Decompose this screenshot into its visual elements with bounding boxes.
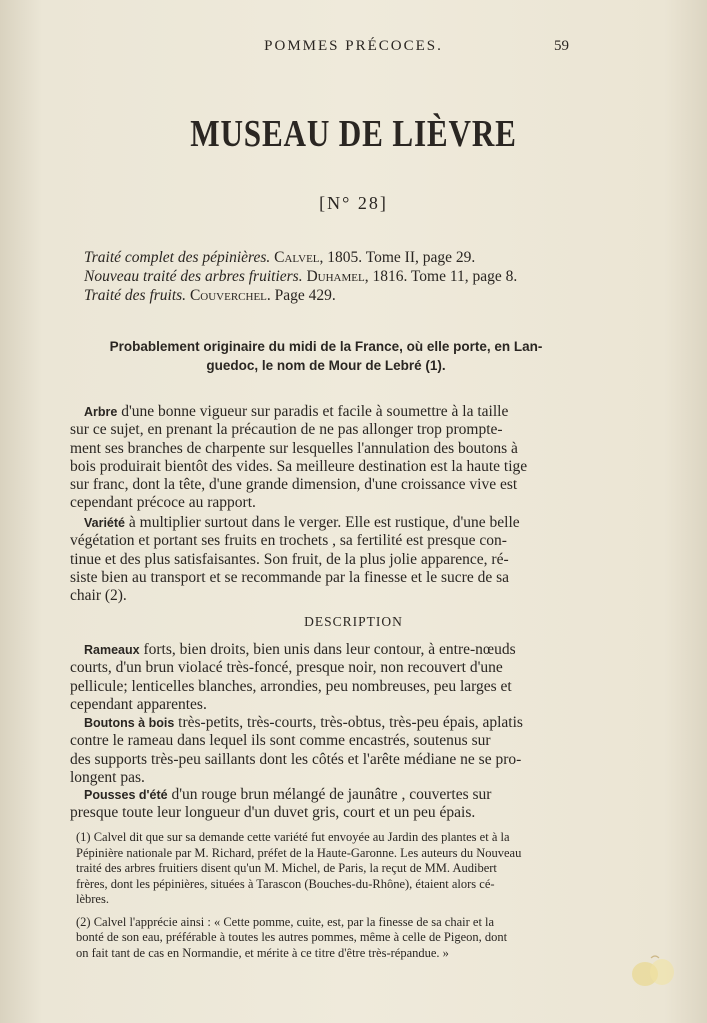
footnotes xyxy=(76,830,582,968)
paragraph-arbre: Arbre d'une bonne vigueur sur paradis et facile à soumettre à la taille sur ce sujet, en prenant la précaution de ne pas allonger trop prompte- ment ses branches de charpente sur lesquelles l'annulation des boutons à bois produirait bientôt des vides. Sa meilleure destination est la haute tige sur franc, dont la tête, d'une grande dimension, d'une croissance vive est cependant précoce au rapport. xyxy=(70,403,528,512)
paragraph-rameaux: Rameaux forts, bien droits, bien unis dans leur contour, à entre-nœuds courts, d'un brun violacé très-foncé, presque noir, non recouvert d'une pellicule; lenticelles blanches, arrondies, peu nombreuses, peu larges et cependant apparentes. xyxy=(70,641,516,713)
reference-line: Nouveau traité des arbres fruitiers. Duhamel, 1816. Tome 11, page 8. xyxy=(84,268,518,285)
footnote-1: (1) Calvel dit que sur sa demande cette variété fut envoyée au Jardin des plantes et à la Pépinière nationale par M. Richard, préfet de la Haute-Garonne. Les auteurs du Nouveau traité des arbres fruitiers disent qu'un M. Michel, de Paris, la reçut de MM. Audibert frères, dont les pépinières, situées à Tarascon (Bouches-du-Rhône), étaient alors cé- lèbres. xyxy=(76,830,522,906)
reference-line: Traité complet des pépinières. Calvel, 1805. Tome II, page 29. xyxy=(84,249,476,266)
running-head xyxy=(0,38,707,58)
paragraph-variete: Variété à multiplier surtout dans le verger. Elle est rustique, d'une belle végétation et portant ses fruits en trochets , sa fertilité est presque con- tinue et des plus satisfaisantes. Son fruit, de la plus jolie apparence, ré- siste bien au transport et se recommande par la finesse et le sucre de sa chair (2). xyxy=(70,514,520,605)
page-title: MUSEAU DE LIÈVRE xyxy=(190,113,517,155)
paragraph-pousses: Pousses d'été d'un rouge brun mélangé de jaunâtre , couvertes sur presque toute leur longueur d'un duvet gris, court et un peu épais. xyxy=(70,786,492,822)
reference-line: Traité des fruits. Couverchel. Page 429. xyxy=(84,287,336,304)
running-title: POMMES PRÉCOCES. xyxy=(264,38,443,54)
fruit-watermark-icon xyxy=(629,952,677,990)
description-heading: DESCRIPTION xyxy=(304,614,403,629)
footnote-2: (2) Calvel l'apprécie ainsi : « Cette pomme, cuite, est, par la finesse de sa chair et la bonté de son eau, préférable à toutes les autres pommes, même à celle de Pigeon, dont on fait tant de cas en Normandie, et mérite à ce titre d'être très-répandue. » xyxy=(76,914,508,960)
page-number: 59 xyxy=(554,38,569,54)
variety-number: [N° 28] xyxy=(319,193,388,213)
references xyxy=(84,248,584,305)
paragraph-boutons: Boutons à bois très-petits, très-courts, très-obtus, très-peu épais, aplatis contre le rameau dans lequel ils sont comme encastrés, soutenus sur des supports très-peu saillants dont les côtés et l'arête médiane ne se pro- longent pas. xyxy=(70,714,523,786)
origin-note: Probablement originaire du midi de la France, où elle porte, en Lan- guedoc, le nom de Mour de Lebré (1). xyxy=(109,339,543,373)
